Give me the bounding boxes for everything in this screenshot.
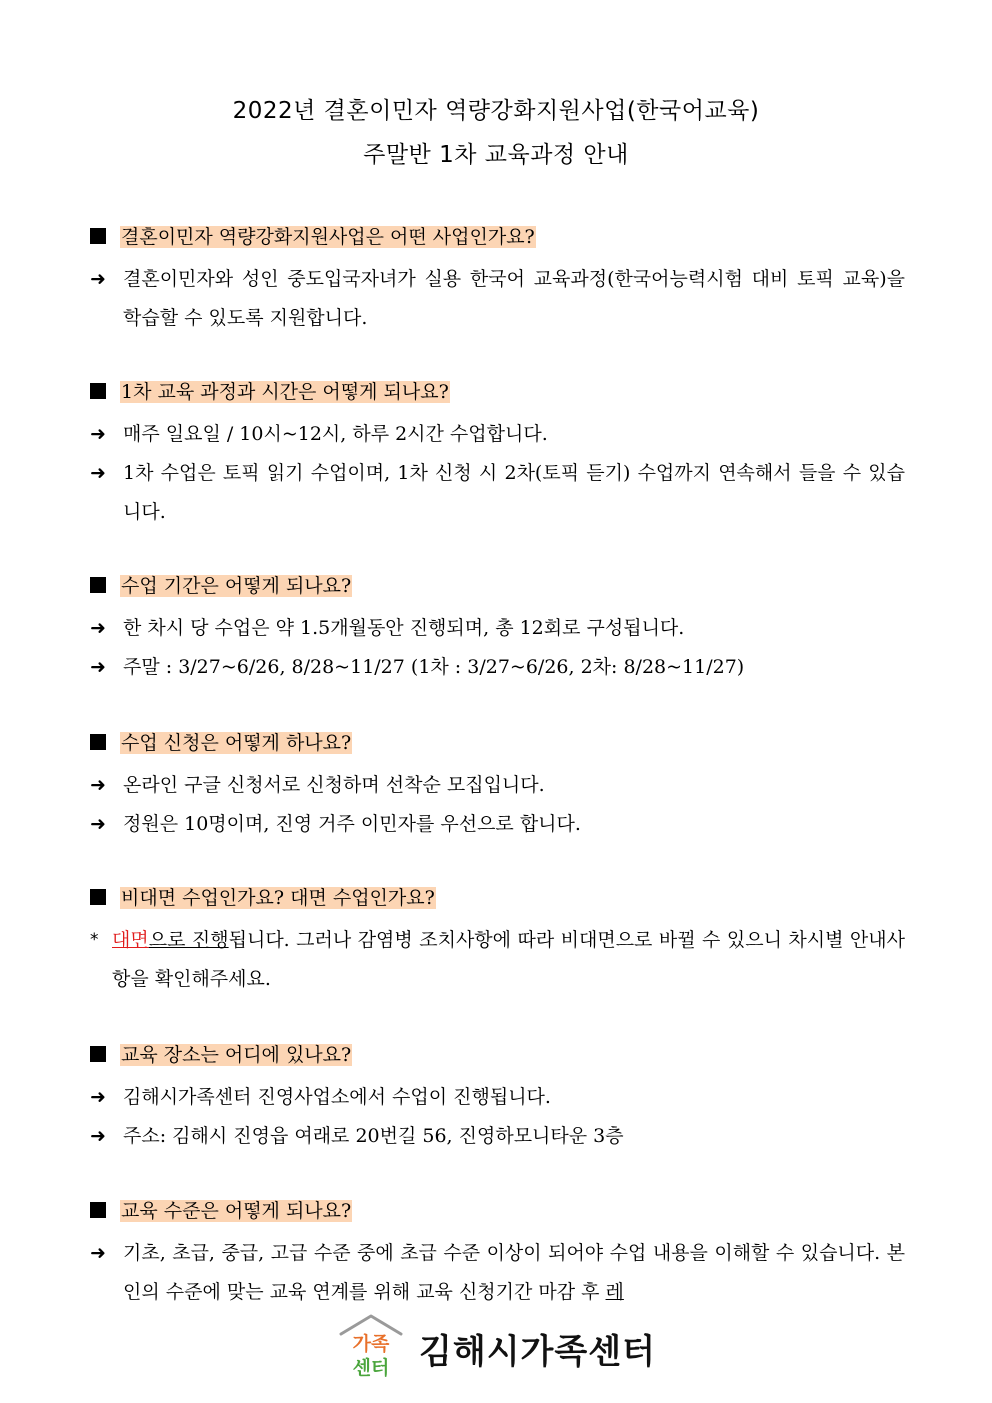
arrow-right-icon: ➜: [90, 1242, 106, 1264]
square-bullet-icon: [90, 734, 106, 750]
page-title-line2: 주말반 1차 교육과정 안내: [363, 142, 629, 168]
list-item: [90, 415, 905, 454]
arrow-right-icon: ➜: [90, 813, 106, 835]
note-item: [90, 921, 905, 999]
heading-text: 수업 기간은 어떻게 되나요?: [121, 575, 352, 597]
brand-name: 김해시가족센터: [419, 1332, 656, 1372]
list-item-text: 한 차시 당 수업은 약 1.5개월동안 진행되며, 총 12회로 구성됩니다.: [123, 617, 685, 639]
list-item-text: 온라인 구글 신청서로 신청하며 선착순 모집입니다.: [123, 774, 545, 796]
square-bullet-icon: [90, 889, 106, 905]
square-bullet-icon: [90, 577, 106, 593]
list-item: [90, 648, 905, 687]
arrow-right-icon: ➜: [90, 268, 106, 290]
list-item-text: 매주 일요일 / 10시~12시, 하루 2시간 수업합니다.: [123, 423, 548, 445]
arrow-right-icon: ➜: [90, 656, 106, 678]
section-heading: [90, 1040, 905, 1070]
list-item-underlined: 레: [605, 1281, 624, 1303]
list-item-text: 주소: 김해시 진영읍 여래로 20번길 56, 진영하모니타운 3층: [123, 1125, 624, 1147]
arrow-right-icon: ➜: [90, 423, 106, 445]
arrow-right-icon: ➜: [90, 1086, 106, 1108]
section-heading: [90, 222, 905, 252]
page-title-line1: 2022년 결혼이민자 역량강화지원사업(한국어교육): [232, 98, 760, 124]
svg-text:가족: [353, 1332, 390, 1355]
family-center-logo-icon: [335, 1312, 407, 1384]
square-bullet-icon: [90, 1202, 106, 1218]
asterisk-icon: *: [90, 930, 99, 950]
section-application: [90, 728, 905, 844]
heading-text: 결혼이민자 역량강화지원사업은 어떤 사업인가요?: [121, 226, 535, 248]
section-heading: [90, 571, 905, 601]
heading-text: 교육 장소는 어디에 있나요?: [121, 1044, 352, 1066]
list-item-text: 1차 수업은 토픽 읽기 수업이며, 1차 신청 시 2차(토픽 듣기) 수업까지 연속해서 들을 수 있습니다.: [123, 462, 905, 523]
section-program: [90, 222, 905, 338]
svg-text:센터: [353, 1356, 390, 1379]
list-item-text: 결혼이민자와 성인 중도입국자녀가 실용 한국어 교육과정(한국어능력시험 대비 토픽 교육)을 학습할 수 있도록 지원합니다.: [123, 268, 905, 329]
section-schedule: [90, 377, 905, 532]
arrow-right-icon: ➜: [90, 617, 106, 639]
heading-text: 수업 신청은 어떻게 하나요?: [121, 732, 352, 754]
square-bullet-icon: [90, 383, 106, 399]
section-location: [90, 1040, 905, 1156]
section-heading: [90, 883, 905, 913]
logo-text-top: 가족: [352, 1333, 390, 1355]
list-item: [90, 766, 905, 805]
list-item: [90, 1078, 905, 1117]
section-heading: [90, 1196, 905, 1226]
list-item-text: 정원은 10명이며, 진영 거주 이민자를 우선으로 합니다.: [123, 813, 581, 835]
section-period: [90, 571, 905, 687]
list-item: [90, 260, 905, 338]
note-text: 됩니다. 그러나 감염병 조치사항에 따라 비대면으로 바뀔 수 있으니 차시별 안내사항을 확인해주세요.: [112, 929, 905, 990]
section-heading: [90, 377, 905, 407]
square-bullet-icon: [90, 1046, 106, 1062]
list-item-text: 주말 : 3/27~6/26, 8/28~11/27 (1차 : 3/27~6/26, 2차: 8/28~11/27): [123, 656, 745, 678]
heading-text: 1차 교육 과정과 시간은 어떻게 되나요?: [121, 381, 449, 403]
list-item: [90, 454, 905, 532]
list-item: [90, 1234, 905, 1312]
arrow-right-icon: ➜: [90, 1125, 106, 1147]
footer-brand: [335, 1312, 695, 1382]
list-item-text: 기초, 초급, 중급, 고급 수준 중에 초급 수준 이상이 되어야 수업 내용을 이해할 수 있습니다. 본인의 수준에 맞는 교육 연계를 위해 교육 신청기간 마감 후: [123, 1242, 905, 1303]
heading-text: 교육 수준은 어떻게 되나요?: [121, 1200, 352, 1222]
note-emphasis: 대면: [112, 929, 149, 951]
arrow-right-icon: ➜: [90, 774, 106, 796]
list-item: [90, 609, 905, 648]
square-bullet-icon: [90, 228, 106, 244]
logo-text-bottom: 센터: [352, 1357, 390, 1379]
heading-text: 비대면 수업인가요? 대면 수업인가요?: [121, 887, 435, 909]
section-level: [90, 1196, 905, 1312]
section-heading: [90, 728, 905, 758]
list-item: [90, 805, 905, 844]
section-format: [90, 883, 905, 999]
arrow-right-icon: ➜: [90, 462, 106, 484]
note-underlined: 으로 진행: [148, 929, 229, 951]
list-item: [90, 1117, 905, 1156]
list-item-text: 김해시가족센터 진영사업소에서 수업이 진행됩니다.: [123, 1086, 551, 1108]
